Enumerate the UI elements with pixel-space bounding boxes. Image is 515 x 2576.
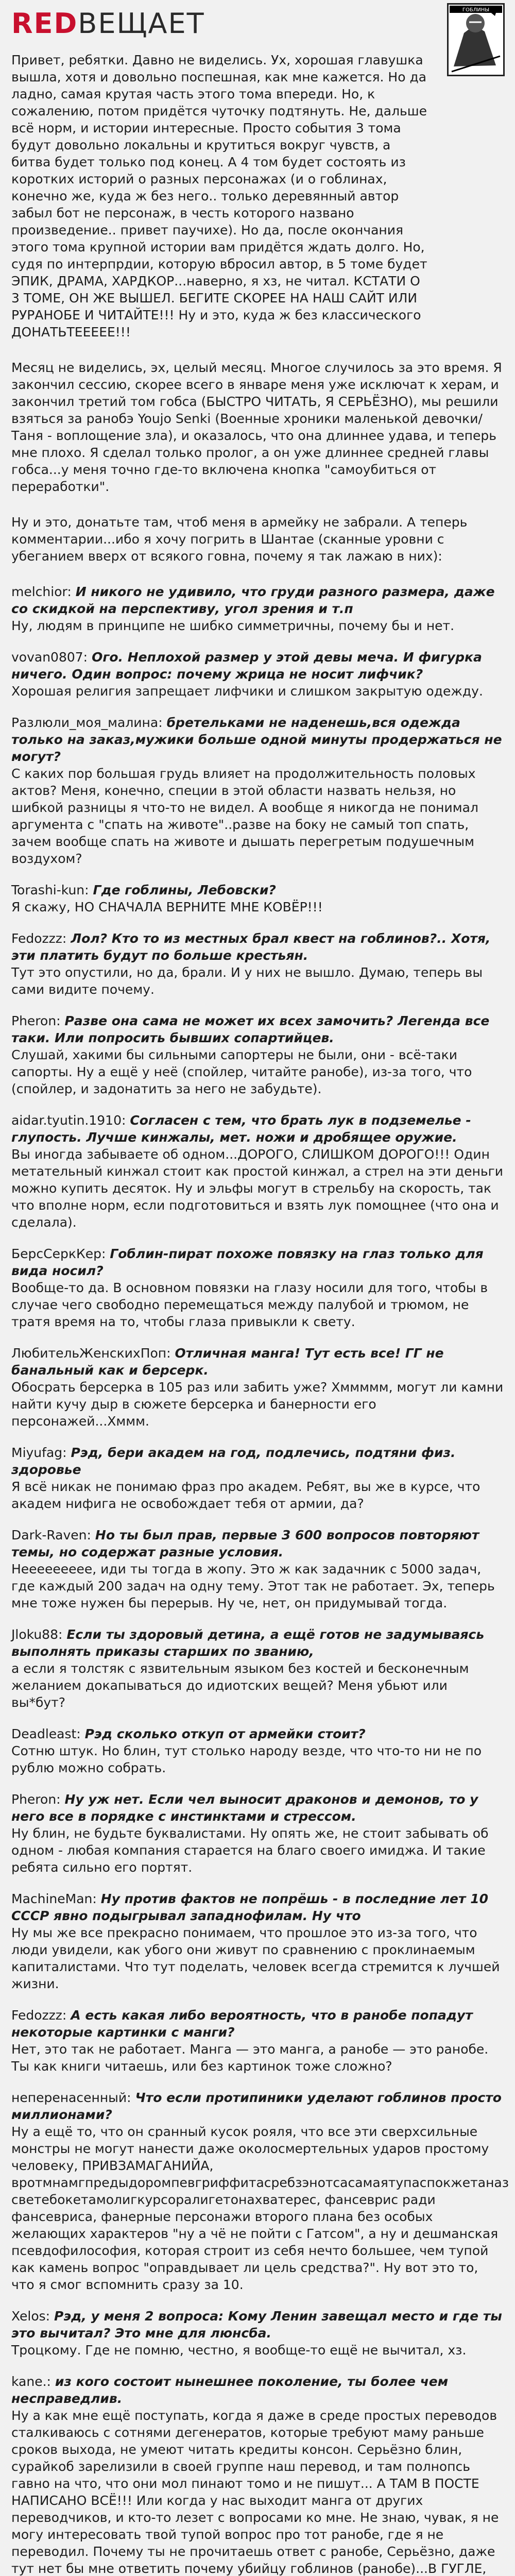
comment-username: ЛюбительЖенскихПоп: [11, 1346, 171, 1361]
comment-block [11, 1245, 504, 1330]
comment-block [11, 882, 504, 916]
comment-block [11, 649, 504, 700]
comment-block [11, 1444, 504, 1512]
comment-answer: Троцкому. Где не помню, честно, я вообще-то ещё не вычитал, хз. [11, 2343, 467, 2358]
comment-answer: Ну, людям в принципе не шибко симметричны, почему бы и нет. [11, 618, 455, 633]
comment-username: Разлюли_моя_малина: [11, 715, 163, 730]
comment-answer: а если я толстяк с язвительным языком без костей и бесконечным желанием докапываться до идиотских вещей? Меня убьют или вы*бут? [11, 1661, 469, 1710]
comment-username: Dark-Raven: [11, 1528, 91, 1543]
comment-block [11, 1890, 504, 1992]
comment-block [11, 1626, 504, 1711]
comment-username: БерсСеркКер: [11, 1246, 106, 1261]
comment-block [11, 1012, 504, 1097]
comment-username: kane.: [11, 2374, 51, 2389]
comment-username: Fedozzz: [11, 931, 67, 946]
comment-username: Deadleast: [11, 1726, 81, 1741]
comments-section [11, 583, 509, 2576]
intro-paragraph: Месяц не виделись, эх, целый месяц. Многое случилось за это время. Я закончил сессию, скорее всего в январе меня уже исключат к херам, и закончил третий том гобса (БЫСТРО ЧИТАТЬ, Я СЕРЬЁЗНО), мы решили взяться за ранобэ Youjo Senki (Военные хроники маленькой девочки/ Таня - воплощение зла), и оказалось, что она длиннее удава, и теперь мне плохо. Я сделал только пролог, а он уже длиннее средней главы гобса...у меня точно где-то включена кнопка "самоубиться от переработки". [11, 360, 502, 494]
page-title [11, 7, 205, 40]
title-red: RED [11, 7, 78, 40]
comment-block [11, 1345, 504, 1430]
comment-answer: Обосрать берсерка в 105 раз или забить уже? Хммммм, могут ли камни найти кучу дыр в сюжете берсерка и банерности его персонажей...Хммм. [11, 1380, 504, 1429]
comment-answer: Ну мы же все прекрасно понимаем, что прошлое это из-за того, что люди увидели, как убого они живут по сравнению с проклинаемым капиталистами. Что тут поделать, человек всегда стремится к лучшей жизни. [11, 1925, 500, 1991]
title-dark: ВЕЩАЕТ [78, 7, 205, 40]
comment-block [11, 714, 504, 867]
comment-username: Jloku88: [11, 1627, 63, 1642]
comment-answer: Вы иногда забываете об одном...ДОРОГО, СЛИШКОМ ДОРОГО!!! Один метательный кинжал стоит как простой кинжал, а стрел на эти деньги можно купить десяток. Ну и эльфы могут в стрельбу на скорость, так что вполне норм, если подготовиться и взять лук помощнее (что она и сделала). [11, 1147, 504, 1230]
comment-block [11, 583, 504, 634]
comment-username: неперенасенный: [11, 2090, 131, 2105]
comment-block [11, 2089, 509, 2293]
comment-question: Если ты здоровый детина, а ещё готов не задумываясь выполнять приказы старших по званию, [11, 1627, 485, 1659]
comment-answer: Слушай, хакими бы сильными сапортеры не были, они - всё-таки сапорты. Ну а ещё у неё (спойлер, читайте ранобе), из-за того, что (спойлер, и задонатить за него не забудьте). [11, 1047, 472, 1096]
comment-answer: Нет, это так не работает. Манга — это манга, а ранобе — это ранобе. Ты как книги читаешь, или без картинок тоже сложно? [11, 2042, 489, 2074]
comment-answer: Хорошая религия запрещает лифчики и слишком закрытую одежду. [11, 684, 483, 699]
comment-block [11, 1791, 504, 1876]
comment-question: Отличная манга! Тут есть все! ГГ не банальный как и берсерк. [11, 1346, 444, 1378]
comment-answer: С каких пор большая грудь влияет на продолжительность половых актов? Меня, конечно, специи в этой области назвать нельзя, но шибкой разницы я что-то не видел. А вообще я никогда не понимал аргумента с "спать на животе"..разве на боку не самый топ спать, зачем вообще спать на животе и дышать перегретым подушечным воздухом? [11, 766, 478, 866]
comment-answer: Ну а как мне ещё поступать, когда я даже в среде простых переводов сталкиваюсь с сотнями дегенератов, которые требуют маму раньше сроков выхода, не умеют читать кредиты консон. Серьёзно блин, сурайкоб зарелизили в своей группе наш перевод, и там полнопсь гавно на что, что они мол пинают томо и не пишут... А ТАМ В ПОСТЕ НАПИСАНО ВСЁ!!! Или когда у нас выходит манга от других переводчиков, и кто-то лезет с вопросами ко мне. Не знаю, чувак, я не могу интересовать твой тупой вопрос про тот ранобе, где я не переводил. Почему ты не прочитаешь ответ с ранобе, Серьёзно, даже тут нет бы мне ответить почему убийцу гоблинов (ранобе)...В ГУГЛЕ, [11, 2408, 499, 2576]
comment-username: Torashi-kun: [11, 883, 89, 897]
comment-block [11, 1725, 504, 1776]
manga-caption: ГОБЛИНЫ [462, 7, 490, 13]
comment-question: А есть какая либо вероятность, что в ранобе попадут некоторые картинки с манги? [11, 2008, 473, 2040]
comment-answer: Неееееееее, иди ты тогда в жопу. Это ж как задачник с 5000 задач, где каждый 200 задач на одну тему. Этот так не работает. Эх, теперь мне тоже нужен бы перерыв. Ну че, нет, он придумывай тогда. [11, 1562, 495, 1611]
comment-block [11, 1112, 504, 1231]
comment-question: Разве она сама не может их всех замочить? Легенда все таки. Или попросить бывших сопартийцев. [11, 1013, 490, 1045]
comment-question: И никого не удивило, что груди разного размера, даже со скидкой на перспективу, угол зрения и т.п [11, 584, 495, 616]
comment-block [11, 930, 504, 998]
comment-username: Xelos: [11, 2309, 50, 2324]
comment-question: бретельками не наденешь,вся одежда только на заказ,мужики больше одной минуты продержаться не могут? [11, 715, 502, 764]
comment-question: Гоблин-пират похоже повязку на глаз только для вида носил? [11, 1246, 484, 1278]
comment-username: melchior: [11, 584, 72, 599]
comment-question: из кого состоит нынешнее поколение, ты более чем несправедлив. [11, 2374, 449, 2406]
comment-question: Ну против фактов не попрёшь - в последние лет 10 СССР явно подыгрывал западнофилам. Ну что [11, 1891, 488, 1923]
comment-question: Ну уж нет. Если чел выносит драконов и демонов, то у него все в порядке с инстинктами и стрессом. [11, 1792, 478, 1824]
intro-paragraph: Ну и это, донатьте там, чтоб меня в армейку не забрали. А теперь комментарии...ибо я хочу погрить в Шантае (сканные уровни с убеганием вверх от всякого говна, почему я так лажаю в них): [11, 515, 468, 564]
comment-answer: Ну блин, не будьте буквалистами. Ну опять же, не стоит забывать об одном - любая компания старается на благо своего имиджа. И такие ребята сильно его портят. [11, 1826, 489, 1875]
comment-question: Рэд, у меня 2 вопроса: Кому Ленин завещал место и где ты это вычитал? Это мне для люнсба. [11, 2309, 502, 2341]
comment-question: Но ты был прав, первые 3 600 вопросов повторяют темы, но содержат разные условия. [11, 1528, 479, 1560]
comment-question: Где гоблины, Лебовски? [93, 883, 276, 897]
comment-question: Лол? Кто то из местных брал квест на гоблинов?.. Хотя, эти платить будут по больше крестьян. [11, 931, 491, 963]
comment-answer: Я всё никак не понимаю фраз про академ. Ребят, вы же в курсе, что академ нифига не освобождает тебя от армии, да? [11, 1479, 480, 1511]
intro-paragraph: Привет, ребятки. Давно не виделись. Ух, хорошая главушка вышла, хотя и довольно поспешная, как мне кажется. Но да ладно, самая крутая часть этого тома впереди. Но, к сожалению, потом придётся чуточку подтянуть. Не, дальше всё норм, и истории интересные. Просто события 3 тома будут довольно локальны и крутиться вокруг чувств, а битва будет только под конец. А 4 том будет состоять из коротких историй о разных персонажах (и о гоблинах, конечно же, куда ж без него.. только деревянный автор забыл бот не персонаж, в честь которого названо произведение.. привет паучихе). Но да, после окончания этого тома крупной истории вам придётся ждать долго. Но, судя по интерпрдии, которую вбросил автор, в 5 томе будет ЭПИК, ДРАМА, ХАРДКОР...наверно, я хз, не читал. КСТАТИ О 3 ТОМЕ, ОН ЖЕ ВЫШЕЛ. БЕГИТЕ СКОРЕЕ НА НАШ САЙТ ИЛИ РУРАНОБЕ И ЧИТАЙТЕ!!! Ну и это, куда ж без классического ДОНАТЬТЕЕЕЕЕ!!! [11, 53, 427, 340]
comment-answer: Ну а ещё то, что он сранный кусок рояля, что все эти сверхсильные монстры не могут нанести даже околосмертельных ударов простому человеку, ПРИВЗАМАГАНИЙА, вротмнамгпредыдоромпевгриффитасребзэнотсасамаятупаспокжетаназ светебокетамолигкурсоралигетонахватерес, фансеврис ради фансевриса, фанерные персонажи второго плана без особых желающих характеров "ну а чё не пойти с Гатсом", а ну и дешманская псевдофилософия, которая строит из себя нечто большее, чем тупой как камень вопрос "оправдывает ли цель средства?". Ну вот это то, что я смог вспомнить сразу за 10. [11, 2124, 509, 2292]
comment-answer: Тут это опустили, но да, брали. И у них не вышло. Думаю, теперь вы сами видите почему. [11, 965, 483, 997]
comment-block [11, 2007, 504, 2075]
comment-answer: Вообще-то да. В основном повязки на глазу носили для того, чтобы в случае чего свободно перемещаться между палубой и трюмом, не тратя время на то, чтобы глаза привыкли к свету. [11, 1280, 488, 1329]
comment-username: Fedozzz: [11, 2008, 67, 2023]
comment-answer: Я скажу, НО СНАЧАЛА ВЕРНИТЕ МНЕ КОВЁР!!! [11, 900, 323, 914]
comment-block [11, 1527, 504, 1612]
comment-username: Pheron: [11, 1792, 61, 1807]
page-header [0, 0, 515, 49]
comment-question: Что если протипиники уделают гоблинов просто миллионами? [11, 2090, 502, 2122]
comment-username: MachineMan: [11, 1891, 97, 1906]
comment-question: Согласен с тем, что брать лук в подземелье - глупость. Лучше кинжалы, мет. ножи и дробящее оружие. [11, 1113, 471, 1145]
post-body [11, 52, 509, 2576]
comment-block [11, 2308, 504, 2359]
comment-username: aidar.tyutin.1910: [11, 1113, 126, 1128]
comment-block [11, 2373, 504, 2576]
comment-answer: Сотню штук. Но блин, тут столько народу везде, что что-то ни не по рублю можно собрать. [11, 1743, 482, 1775]
comment-username: Pheron: [11, 1013, 61, 1028]
comment-username: vovan0807: [11, 650, 88, 665]
comment-question: Ого. Неплохой размер у этой девы меча. И фигурка ничего. Один вопрос: почему жрица не носит лифчик? [11, 650, 482, 682]
comment-question: Рэд, бери академ на год, подлечись, подтяни физ. здоровье [11, 1445, 456, 1477]
comment-username: Miyufag: [11, 1445, 67, 1460]
comment-question: Рэд сколько откуп от армейки стоит? [84, 1726, 366, 1741]
